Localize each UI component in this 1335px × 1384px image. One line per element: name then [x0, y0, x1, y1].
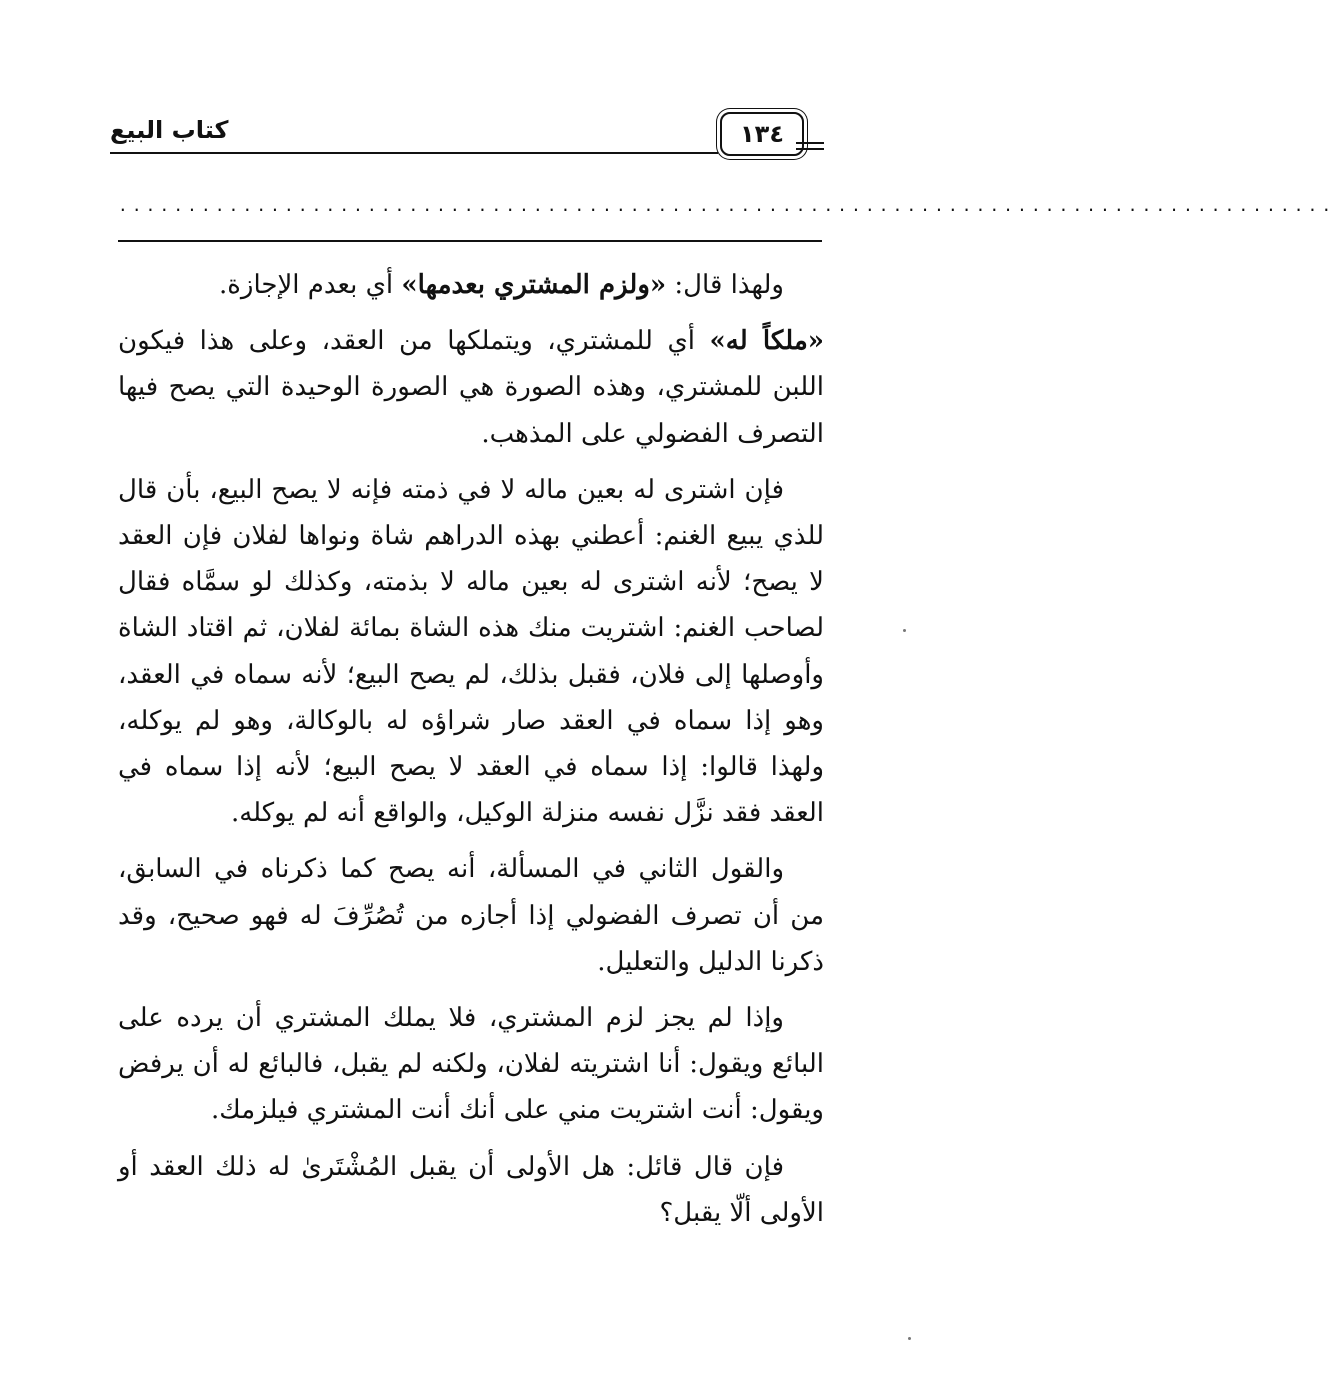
paragraph: [118, 1144, 824, 1236]
paragraph: [118, 995, 824, 1134]
body-text: [118, 262, 824, 1246]
paragraph: [118, 262, 824, 308]
scan-speck: [903, 629, 906, 632]
paragraph: [118, 318, 824, 457]
text-run: أي بعدم الإجازة.: [219, 270, 402, 300]
text-run: أي للمشتري، ويتملكها من العقد، وعلى هذا فيكون اللبن للمشتري، وهذه الصورة هي الصورة الوحيدة التي يصح فيها التصرف الفضولي على المذهب.: [118, 326, 824, 449]
section-divider: [118, 240, 822, 242]
title-underline: [110, 152, 718, 154]
header-rule-top: [796, 142, 824, 144]
text-run: والقول الثاني في المسألة، أنه يصح كما ذكرناه في السابق، من أن تصرف الفضولي إذا أجازه من تُصُرِّفَ له فهو صحيح، وقد ذكرنا الدليل والتعليل.: [118, 854, 824, 977]
text-run: ولهذا قال:: [666, 270, 784, 300]
quoted-text: «ملكاً له»: [709, 326, 824, 357]
running-title: كتاب البيع: [110, 116, 229, 144]
paragraph: [118, 467, 824, 837]
page-number-badge: [720, 112, 804, 156]
dotted-separator: ........................................................................................: [118, 196, 1335, 215]
page-number: ١٣٤: [740, 120, 784, 148]
text-run: وإذا لم يجز لزم المشتري، فلا يملك المشتري أن يرده على البائع ويقول: أنا اشتريته لفلان، ولكنه لم يقبل، فالبائع له أن يرفض ويقول: أنت اشتريت مني على أنك أنت المشتري فيلزمك.: [118, 1003, 824, 1126]
text-run: فإن اشترى له بعين ماله لا في ذمته فإنه لا يصح البيع، بأن قال للذي يبيع الغنم: أعطني بهذه الدراهم شاة ونواها لفلان فإن العقد لا يصح؛ لأنه اشترى له بعين ماله لا بذمته، وكذلك لو سمَّاه فقال لصاحب الغنم: اشتريت منك هذه الشاة بمائة لفلان، ثم اقتاد الشاة وأوصلها إلى فلان، فقبل بذلك، لم يصح البيع؛ لأنه سماه في العقد، وهو إذا سماه في العقد صار شراؤه له بالوكالة، وهو لم يوكله، ولهذا قالوا: إذا سماه في العقد لا يصح البيع؛ لأنه إذا سماه في العقد فقد نزَّل نفسه منزلة الوكيل، والواقع أنه لم يوكله.: [118, 474, 824, 829]
text-run: فإن قال قائل: هل الأولى أن يقبل المُشْتَرىٰ له ذلك العقد أو الأولى ألّا يقبل؟: [118, 1151, 824, 1228]
header-rule-bottom: [796, 148, 824, 150]
page-header: [110, 112, 824, 162]
paragraph: [118, 846, 824, 985]
quoted-text: «ولزم المشتري بعدمها»: [401, 270, 667, 300]
scan-speck: [908, 1337, 911, 1340]
